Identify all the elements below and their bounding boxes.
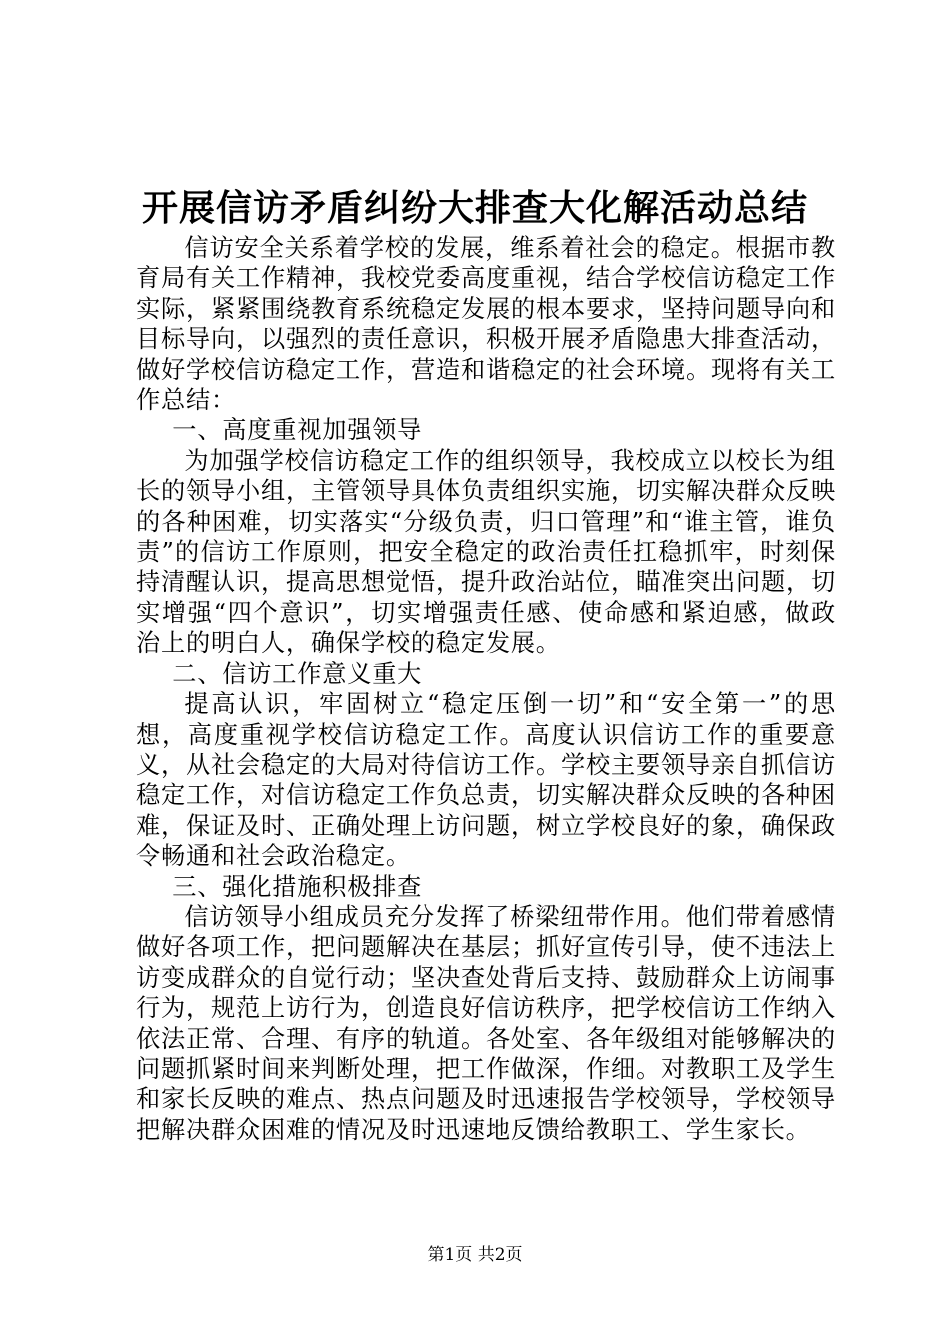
section-heading-2: 二、信访工作意义重大	[172, 659, 423, 688]
section-paragraph-3: 信访领导小组成员充分发挥了桥梁纽带作用。他们带着感情做好各项工作，把问题解决在基层；抓好宣传引导，使不违法上访变成群众的自觉行动；坚决查处背后支持、鼓励群众上访闹事行为，规范上访行为，创造良好信访秩序，把学校信访工作纳入依法正常、合理、有序的轨道。各处室、各年级组对能够解决的问题抓紧时间来判断处理，把工作做深，作细。对教职工及学生和家长反映的难点、热点问题及时迅速报告学校领导，学校领导把解决群众困难的情况及时迅速地反馈给教职工、学生家长。	[136, 902, 836, 1144]
section-heading-3: 三、强化措施积极排查	[172, 872, 423, 901]
section-paragraph-1: 为加强学校信访稳定工作的组织领导，我校成立以校长为组长的领导小组，主管领导具体负责组织实施，切实解决群众反映的各种困难，切实落实“分级负责，归口管理”和“谁主管，谁负责”的信访工作原则，把安全稳定的政治责任扛稳抓牢，时刻保持清醒认识，提高思想觉悟，提升政治站位，瞄准突出问题，切实增强“四个意识”，切实增强责任感、使命感和紧迫感，做政治上的明白人，确保学校的稳定发展。	[136, 446, 836, 658]
page-number-footer: 第1页 共2页	[427, 1245, 523, 1265]
document-title: 开展信访矛盾纠纷大排查大化解活动总结	[141, 187, 808, 229]
section-paragraph-2: 提高认识，牢固树立“稳定压倒一切”和“安全第一”的思想，高度重视学校信访稳定工作。高度认识信访工作的重要意义，从社会稳定的大局对待信访工作。学校主要领导亲自抓信访稳定工作，对信访稳定工作负总责，切实解决群众反映的各种困难，保证及时、正确处理上访问题，树立学校良好的象，确保政令畅通和社会政治稳定。	[136, 690, 836, 871]
intro-paragraph: 信访安全关系着学校的发展，维系着社会的稳定。根据市教育局有关工作精神，我校党委高度重视，结合学校信访稳定工作实际，紧紧围绕教育系统稳定发展的根本要求，坚持问题导向和目标导向，以强烈的责任意识，积极开展矛盾隐患大排查活动，做好学校信访稳定工作，营造和谐稳定的社会环境。现将有关工作总结：	[136, 234, 836, 415]
document-body	[136, 233, 836, 1145]
section-heading-1: 一、高度重视加强领导	[172, 416, 423, 445]
